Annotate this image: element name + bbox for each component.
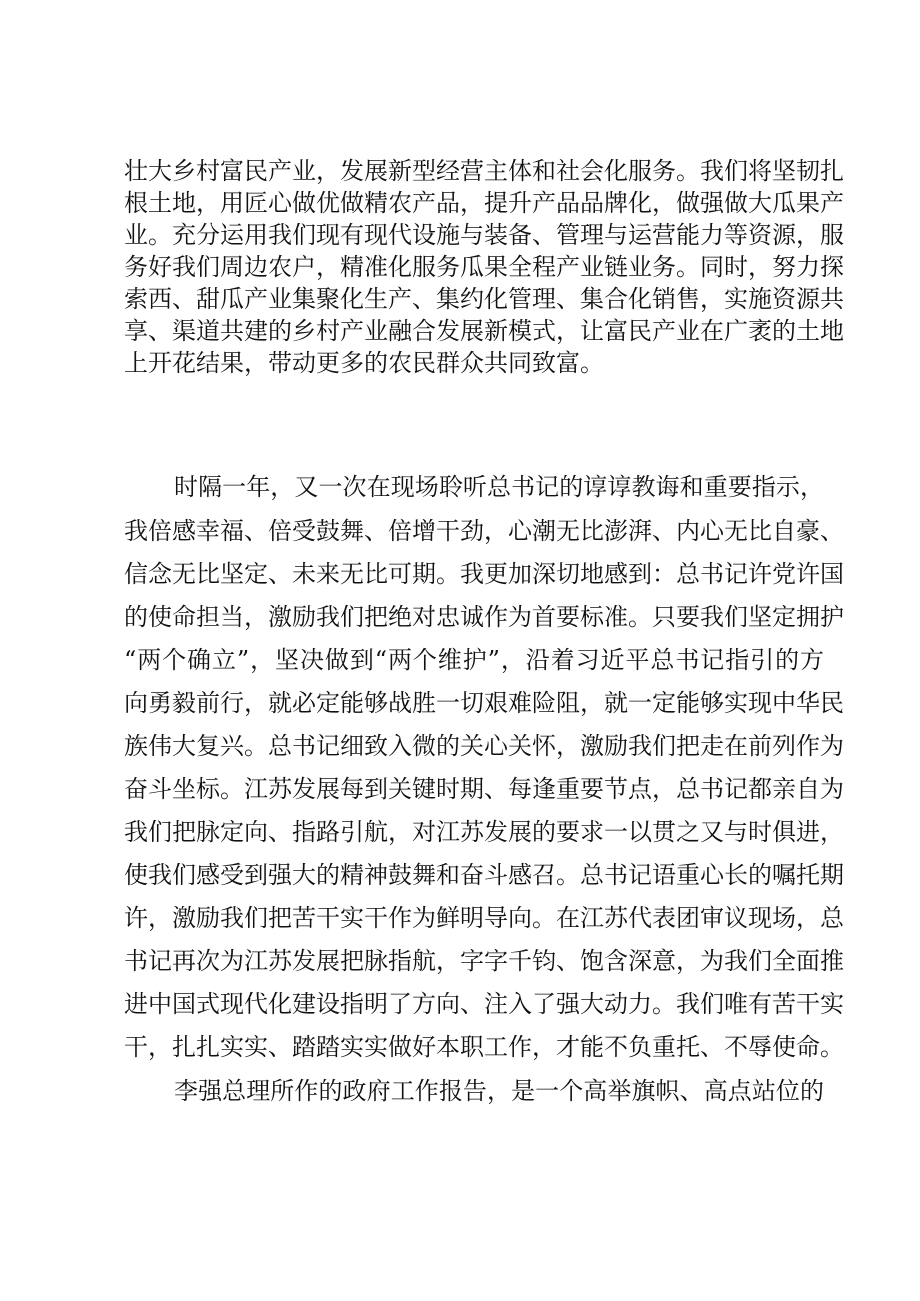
text-line: 务好我们周边农户，精准化服务瓜果全程产业链业务。同时，努力探 (124, 253, 844, 281)
text-line: 书记再次为江苏发展把脉指航，字字千钧、饱含深意，为我们全面推 (124, 947, 844, 975)
text-line: 干，扎扎实实、踏踏实实做好本职工作，才能不负重托、不辱使命。 (124, 1033, 844, 1061)
text-line: 族伟大复兴。总书记细致入微的关心关怀，激励我们把走在前列作为 (124, 732, 844, 760)
text-line: 索西、甜瓜产业集聚化生产、集约化管理、集合化销售，实施资源共 (124, 285, 844, 313)
text-line: 李强总理所作的政府工作报告，是一个高举旗帜、高点站位的 (174, 1077, 824, 1105)
text-line: 进中国式现代化建设指明了方向、注入了强大动力。我们唯有苦干实 (124, 990, 844, 1018)
text-line: 享、渠道共建的乡村产业融合发展新模式，让富民产业在广袤的土地 (124, 317, 844, 345)
text-line: 根土地，用匠心做优做精农产品，提升产品品牌化，做强做大瓜果产 (124, 189, 844, 217)
text-line: 使我们感受到强大的精神鼓舞和奋斗感召。总书记语重心长的嘱托期 (124, 861, 844, 889)
text-line: 向勇毅前行，就必定能够战胜一切艰难险阻，就一定能够实现中华民 (124, 689, 844, 717)
text-line: 我们把脉定向、指路引航，对江苏发展的要求一以贯之又与时俱进， (124, 818, 844, 846)
text-line: 许，激励我们把苦干实干作为鲜明导向。在江苏代表团审议现场，总 (124, 904, 844, 932)
text-line: 壮大乡村富民产业，发展新型经营主体和社会化服务。我们将坚韧扎 (124, 157, 844, 185)
text-line: 业。充分运用我们现有现代设施与装备、管理与运营能力等资源，服 (124, 221, 844, 249)
text-line: 的使命担当，激励我们把绝对忠诚作为首要标准。只要我们坚定拥护 (124, 603, 844, 631)
text-line: 上开花结果，带动更多的农民群众共同致富。 (124, 349, 604, 377)
text-line: 信念无比坚定、未来无比可期。我更加深切地感到：总书记许党许国 (124, 560, 844, 588)
text-line: “两个确立”，坚决做到“两个维护”，沿着习近平总书记指引的方 (124, 646, 824, 674)
text-line: 奋斗坐标。江苏发展每到关键时期、每逢重要节点，总书记都亲自为 (124, 775, 844, 803)
text-line: 我倍感幸福、倍受鼓舞、倍增干劲，心潮无比澎湃、内心无比自豪、 (124, 517, 844, 545)
text-line: 时隔一年，又一次在现场聆听总书记的谆谆教诲和重要指示， (174, 473, 824, 501)
